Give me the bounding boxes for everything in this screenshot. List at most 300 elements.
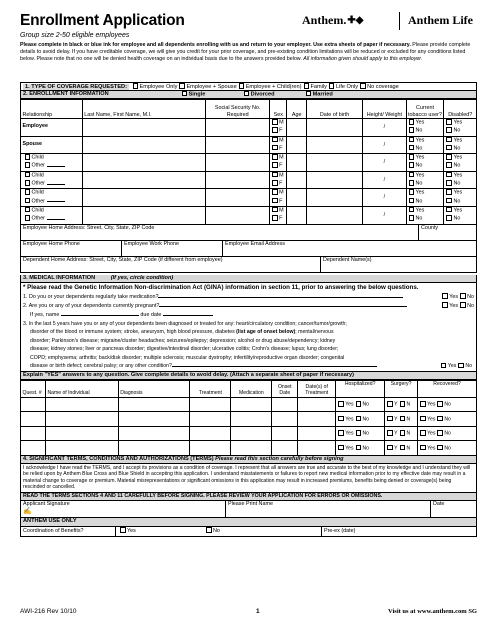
hosp-yes-checkbox[interactable] [338, 430, 344, 436]
sex-m-label: M [279, 119, 284, 126]
other-checkbox[interactable] [25, 162, 31, 168]
other-label: Other [31, 162, 45, 169]
q3-no-label: No [465, 363, 472, 370]
quest-input[interactable] [21, 441, 46, 456]
q3-yes-checkbox[interactable] [441, 363, 447, 369]
relationship-cell [21, 154, 83, 172]
coverage-option-2-checkbox[interactable] [239, 83, 245, 89]
medication-input[interactable] [231, 441, 272, 456]
q3-line-5: COPD; emphysema; arthritis; back/disk disorder; multiple sclerosis; muscular dystrophy; infertility/reproductive organ disorder; congenital [30, 354, 345, 361]
tobacco-no-checkbox[interactable] [409, 145, 415, 151]
height-weight-input[interactable]: / [363, 136, 406, 154]
disabled-cell [444, 189, 477, 207]
disabled-yes-checkbox[interactable] [446, 207, 452, 213]
status-option-2-label: Married [312, 91, 333, 97]
dob-input[interactable] [306, 171, 362, 189]
q3-line-6-text: disease or birth defect; cerebral palsy; or any other condition? [30, 363, 172, 370]
col-treatment-dates: Date(s) of Treatment [298, 380, 336, 397]
q3-no-checkbox[interactable] [458, 363, 464, 369]
recovered-no-label: No [444, 401, 451, 408]
treatment-dates-input[interactable] [298, 412, 336, 427]
col-name: Last Name, First Name, M.I. [82, 100, 205, 119]
quest-input[interactable] [21, 397, 46, 412]
tobacco-yes-checkbox[interactable] [409, 207, 415, 213]
section4-label: 4. SIGNIFICANT TERMS, CONDITIONS AND AUTHORIZATIONS (TERMS) [23, 455, 214, 462]
tobacco-no-checkbox[interactable] [409, 180, 415, 186]
treatment-input[interactable] [190, 412, 231, 427]
dob-input[interactable] [306, 206, 362, 224]
question-2 [21, 302, 476, 311]
surgery-yes-checkbox[interactable] [387, 416, 393, 422]
print-name-field[interactable]: Please Print Name [226, 501, 431, 517]
disabled-yes-checkbox[interactable] [446, 172, 452, 178]
disabled-no-checkbox[interactable] [446, 162, 452, 168]
disabled-yes-label: Yes [453, 119, 463, 126]
disabled-yes-label: Yes [453, 207, 463, 214]
other-label: Other [31, 198, 45, 205]
hosp-no-label: No [362, 445, 370, 451]
sex-f-checkbox[interactable] [272, 127, 278, 133]
individual-input[interactable] [45, 441, 118, 456]
name-input[interactable] [82, 189, 205, 207]
sex-m-checkbox[interactable] [272, 189, 278, 195]
disabled-cell [444, 154, 477, 172]
hosp-no-checkbox[interactable] [356, 401, 362, 407]
sex-m-label: M [279, 172, 284, 179]
child-label: Child [31, 154, 44, 161]
sex-m [270, 119, 286, 127]
q1-no-label: No [467, 293, 474, 300]
ssn-input[interactable] [206, 154, 270, 172]
onset-input[interactable] [272, 412, 298, 427]
county-field[interactable]: County [421, 224, 439, 231]
disabled-cell [444, 171, 477, 189]
child-checkbox[interactable] [25, 154, 31, 160]
sex-m-label: M [279, 137, 284, 144]
sex-m [270, 137, 286, 145]
explain-row [21, 441, 477, 456]
quest-input[interactable] [21, 412, 46, 427]
tobacco-no [407, 145, 444, 153]
instructions-body: Please provide complete details to avoid delay. If you have creditable coverage, we will give you credit for your prior coverage, and pre-existing condition limitations will be reduced or excluded for any conditions listed below. Please note that no one will be denied health coverage on an individual basis due to the answers provided below. [20, 42, 471, 62]
medication-input[interactable] [231, 426, 272, 441]
tobacco-yes-checkbox[interactable] [409, 172, 415, 178]
name-input[interactable] [82, 206, 205, 224]
sex-cell [270, 206, 287, 224]
recovered-yes-checkbox[interactable] [420, 401, 426, 407]
status-option-0-checkbox[interactable] [182, 91, 188, 97]
recovered-yes-checkbox[interactable] [420, 430, 426, 436]
disabled-cell [444, 206, 477, 224]
treatment-dates-input[interactable] [298, 426, 336, 441]
disabled-no [444, 162, 476, 170]
disabled-no [444, 198, 476, 206]
q3-line-2c: ; mental/nervous [295, 329, 334, 336]
recovered-no-checkbox[interactable] [437, 401, 443, 407]
child-label: Child [31, 172, 44, 179]
sex-m-checkbox[interactable] [272, 207, 278, 213]
question-1-text: 1. Do you or your dependents regularly take medication? [23, 293, 159, 300]
disabled-no-label: No [453, 198, 461, 205]
work-phone-field[interactable]: Employee Work Phone [122, 241, 223, 256]
pregnant-name-label: If yes, name [30, 311, 60, 318]
status-option-1-checkbox[interactable] [244, 91, 250, 97]
form-body [20, 82, 477, 537]
height-weight-input[interactable]: / [363, 154, 406, 172]
relationship-cell [21, 171, 83, 189]
coverage-option-3-checkbox[interactable] [304, 83, 310, 89]
coverage-option-4-checkbox[interactable] [329, 83, 335, 89]
name-input[interactable] [82, 136, 205, 154]
anthem-logo: Anthem.✚◆ [302, 13, 364, 27]
q3-line-6 [23, 362, 474, 371]
q2-yes-label: Yes [449, 302, 459, 309]
q2-yes-checkbox[interactable] [442, 302, 448, 308]
sex-m-label: M [279, 189, 284, 196]
other-line[interactable] [47, 201, 65, 202]
section1-label: 1. TYPE OF COVERAGE REQUESTED: [25, 83, 127, 90]
other-checkbox[interactable] [25, 198, 31, 204]
hosp-no-checkbox[interactable] [356, 416, 362, 422]
recovered-cell [418, 426, 477, 441]
surgery-cell [385, 412, 418, 427]
coord-yes-checkbox[interactable] [120, 527, 126, 533]
status-option-2 [304, 91, 366, 98]
email-field[interactable]: Employee Email Address [225, 240, 285, 247]
tobacco-yes-checkbox[interactable] [409, 154, 415, 160]
recovered-no-checkbox[interactable] [437, 416, 443, 422]
child-checkbox[interactable] [25, 172, 31, 178]
ssn-input[interactable] [206, 119, 270, 137]
other-checkbox[interactable] [25, 180, 31, 186]
tobacco-yes-label: Yes [415, 137, 425, 144]
sex-m-checkbox[interactable] [272, 137, 278, 143]
diagnosis-input[interactable] [118, 441, 190, 456]
q1-no-checkbox[interactable] [460, 293, 466, 299]
child-label: Child [31, 207, 44, 214]
child-checkbox[interactable] [25, 189, 31, 195]
recovered-no-checkbox[interactable] [437, 445, 443, 451]
sex-f [270, 215, 286, 223]
recovered-yes-checkbox[interactable] [420, 445, 426, 451]
relationship-cell [21, 206, 83, 224]
child-checkbox[interactable] [25, 207, 31, 213]
hosp-no-label: No [362, 430, 370, 437]
relationship-cell [21, 119, 83, 137]
col-sex: Sex [270, 100, 287, 119]
date-field[interactable]: Date [433, 501, 445, 507]
disabled-yes [444, 137, 476, 145]
disabled-no [444, 215, 476, 223]
sex-m-label: M [279, 154, 284, 161]
page-footer [20, 608, 477, 618]
surgery-yes-checkbox[interactable] [387, 401, 393, 407]
treatment-input[interactable] [190, 426, 231, 441]
sex-cell [270, 136, 287, 154]
surgery-no-label: N [406, 430, 411, 437]
disabled-no-checkbox[interactable] [446, 198, 452, 204]
recovered-cell [418, 441, 477, 456]
hospitalized-cell [336, 397, 385, 412]
col-dob: Date of birth [306, 100, 362, 119]
sex-f-checkbox[interactable] [272, 180, 278, 186]
surgery-cell [385, 441, 418, 456]
age-input[interactable] [287, 136, 306, 154]
hospitalized-cell [336, 441, 385, 456]
treatment-input[interactable] [190, 397, 231, 412]
anthem-life-logo: Anthem Life [408, 13, 473, 27]
other-line[interactable] [47, 219, 65, 220]
disabled-no-checkbox[interactable] [446, 127, 452, 133]
sex-cell [270, 154, 287, 172]
ssn-input[interactable] [206, 189, 270, 207]
col-treatment: Treatment [190, 380, 231, 397]
tobacco-yes-checkbox[interactable] [409, 137, 415, 143]
tobacco-no-checkbox[interactable] [409, 127, 415, 133]
q3-line-2b: (list age of onset below) [236, 329, 296, 336]
diagnosis-input[interactable] [118, 397, 190, 412]
relationship-child [23, 207, 81, 215]
anthem-use-row [20, 527, 477, 537]
age-input[interactable] [287, 154, 306, 172]
other-checkbox[interactable] [25, 215, 31, 221]
hosp-yes-checkbox[interactable] [338, 401, 344, 407]
ssn-input[interactable] [206, 136, 270, 154]
tobacco-yes [407, 207, 444, 215]
name-input[interactable] [82, 119, 205, 137]
height-weight-input[interactable]: / [363, 171, 406, 189]
sex-f-label: F [279, 198, 283, 205]
sex-f [270, 145, 286, 153]
individual-input[interactable] [45, 426, 118, 441]
tobacco-yes-label: Yes [415, 207, 425, 214]
status-option-0-label: Single [188, 91, 206, 97]
recovered-cell [418, 412, 477, 427]
q3-line-2a: disorder of the blood or immune system; stroke, aneurysm, high blood pressure, diabetes [30, 329, 237, 336]
tobacco-no-label: No [415, 198, 423, 205]
relationship-other [23, 162, 81, 170]
disabled-no-checkbox[interactable] [446, 180, 452, 186]
relationship-cell [21, 189, 83, 207]
coverage-option-1-label: Employee + Spouse [186, 83, 237, 90]
disabled-no-checkbox[interactable] [446, 215, 452, 221]
tobacco-yes [407, 137, 444, 145]
medication-input[interactable] [231, 397, 272, 412]
recovered-no-checkbox[interactable] [437, 430, 443, 436]
height-weight-input[interactable]: / [363, 206, 406, 224]
tobacco-no-checkbox[interactable] [409, 162, 415, 168]
sex-f-label: F [279, 162, 283, 169]
height-weight-input[interactable]: / [363, 119, 406, 137]
disabled-yes-checkbox[interactable] [446, 137, 452, 143]
section-coverage-type [20, 82, 477, 91]
treatment-input[interactable] [190, 441, 231, 456]
coverage-option-0-checkbox[interactable] [133, 83, 139, 89]
disabled-no-label: No [453, 180, 461, 187]
pregnant-name-line[interactable] [61, 315, 139, 316]
dob-input[interactable] [306, 154, 362, 172]
q2-no-label: No [467, 302, 474, 309]
surgery-cell [385, 426, 418, 441]
other-label: Other [31, 180, 45, 187]
col-relationship: Relationship [21, 100, 83, 119]
medication-input[interactable] [231, 412, 272, 427]
disabled-cell [444, 119, 477, 137]
individual-input[interactable] [45, 412, 118, 427]
recovered-no-label: No [444, 430, 451, 437]
signature-field[interactable] [21, 501, 226, 517]
disabled-yes [444, 119, 476, 127]
coverage-option-2-label: Employee + Child(ren) [245, 83, 302, 90]
sex-m-checkbox[interactable] [272, 154, 278, 160]
diagnosis-input[interactable] [118, 412, 190, 427]
disabled-yes-label: Yes [453, 172, 463, 179]
surgery-no-checkbox[interactable] [400, 445, 406, 451]
relationship-other [23, 215, 81, 223]
ssn-input[interactable] [206, 171, 270, 189]
sex-f [270, 180, 286, 188]
coord-no-checkbox[interactable] [206, 527, 212, 533]
hosp-no-checkbox[interactable] [356, 430, 362, 436]
tobacco-no-label: No [415, 180, 423, 187]
disabled-no-checkbox[interactable] [446, 145, 452, 151]
sex-m-checkbox[interactable] [272, 119, 278, 125]
q1-yes-checkbox[interactable] [442, 293, 448, 299]
age-input[interactable] [287, 119, 306, 137]
coverage-option-1-checkbox[interactable] [179, 83, 185, 89]
due-date-line[interactable] [163, 315, 213, 316]
surgery-yes-checkbox[interactable] [387, 445, 393, 451]
home-phone-field[interactable]: Employee Home Phone [21, 241, 122, 256]
terms-text: I acknowledge I have read the TERMS, and I accept its provisions as a condition of coverage. I represent that all answers are true and accurate to the best of my knowledge and I understand they will be relied upon by Anthem Blue Cross and Blue Shield in accepting this application. I understand misstatements or failures to report new medical information prior to my effective date may result in a material change to coverage or premium. Material misrepresentations or significant omissions in this application may result in increased premiums, benefits being denied or coverage(s) being rescinded or cancelled. [20, 464, 477, 492]
disabled-no [444, 127, 476, 135]
due-date-label: due date [140, 311, 162, 318]
home-address-field[interactable]: Employee Home Address: Street, City, State, ZIP Code [21, 225, 419, 240]
enrollment-row [21, 189, 477, 207]
status-option-2-checkbox[interactable] [306, 91, 312, 97]
medical-questions [20, 283, 477, 371]
dependent-names-field[interactable]: Dependent Name(s) [323, 256, 372, 263]
dependent-address-field[interactable]: Dependent Home Address: Street, City, State, ZIP Code (if different from employee) [21, 257, 321, 272]
section-medical-info [20, 275, 477, 284]
ssn-input[interactable] [206, 206, 270, 224]
onset-input[interactable] [272, 426, 298, 441]
hosp-yes-checkbox[interactable] [338, 416, 344, 422]
form-id: AWI-216 Rev 10/10 [20, 608, 77, 615]
preex-field[interactable]: Pre-ex (date) [324, 527, 356, 534]
disabled-yes [444, 154, 476, 162]
sex-f-checkbox[interactable] [272, 198, 278, 204]
tobacco-yes-checkbox[interactable] [409, 189, 415, 195]
enrollment-row [21, 206, 477, 224]
sex-f-label: F [279, 127, 283, 134]
tobacco-no-label: No [415, 215, 423, 222]
surgery-no-checkbox[interactable] [400, 401, 406, 407]
dob-input[interactable] [306, 136, 362, 154]
name-input[interactable] [82, 154, 205, 172]
dob-input[interactable] [306, 119, 362, 137]
treatment-dates-input[interactable] [298, 397, 336, 412]
disabled-no [444, 145, 476, 153]
surgery-no-checkbox[interactable] [400, 416, 406, 422]
sex-f-checkbox[interactable] [272, 162, 278, 168]
tobacco-no-label: No [415, 127, 423, 134]
age-input[interactable] [287, 206, 306, 224]
treatment-dates-input[interactable] [298, 441, 336, 456]
relationship-other [23, 198, 81, 206]
disabled-no-label: No [453, 145, 461, 152]
surgery-yes-checkbox[interactable] [387, 430, 393, 436]
quest-input[interactable] [21, 426, 46, 441]
hosp-yes-label: Yes [345, 445, 354, 451]
tobacco-cell [406, 119, 444, 137]
other-label: Other [31, 215, 45, 222]
explain-table [20, 380, 477, 456]
status-option-1-label: Divorced [250, 91, 275, 97]
question-1-answer [440, 293, 474, 302]
col-disabled: Disabled? [444, 100, 477, 119]
disabled-yes-checkbox[interactable] [446, 154, 452, 160]
sex-f-label: F [279, 145, 283, 152]
surgery-yes-label: Y [394, 416, 398, 422]
tobacco-yes-checkbox[interactable] [409, 119, 415, 125]
onset-input[interactable] [272, 441, 298, 456]
disabled-yes-checkbox[interactable] [446, 119, 452, 125]
q2-no-checkbox[interactable] [460, 302, 466, 308]
surgery-no-checkbox[interactable] [400, 430, 406, 436]
coverage-option-5-checkbox[interactable] [360, 83, 366, 89]
disabled-yes-checkbox[interactable] [446, 189, 452, 195]
coverage-options [131, 84, 399, 90]
enrollment-table [20, 99, 477, 225]
q1-yes-label: Yes [449, 293, 459, 300]
tobacco-no-checkbox[interactable] [409, 198, 415, 204]
sex-f-checkbox[interactable] [272, 145, 278, 151]
col-individual: Name of Individual [45, 380, 118, 397]
instructions-bold: Please complete in black or blue ink for employee and all dependents enrolling with us and return to your employer. Use extra sheets of paper if necessary. [20, 42, 411, 48]
relationship-cell [21, 136, 83, 154]
other-line[interactable] [47, 166, 65, 167]
recovered-yes-label: Yes [427, 401, 436, 408]
question-2-text: 2. Are you or any of your dependents currently pregnant? [23, 302, 160, 309]
tobacco-no-checkbox[interactable] [409, 215, 415, 221]
individual-input[interactable] [45, 397, 118, 412]
pregnancy-details [21, 311, 476, 320]
sex-f-checkbox[interactable] [272, 215, 278, 221]
name-input[interactable] [82, 171, 205, 189]
age-input[interactable] [287, 189, 306, 207]
tobacco-yes [407, 154, 444, 162]
enrollment-header-row [21, 100, 477, 119]
surgery-cell [385, 397, 418, 412]
sex-m-checkbox[interactable] [272, 172, 278, 178]
hosp-no-checkbox[interactable] [356, 445, 362, 451]
diagnosis-input[interactable] [118, 426, 190, 441]
col-age: Age [287, 100, 306, 119]
explain-row [21, 397, 477, 412]
onset-input[interactable] [272, 397, 298, 412]
age-input[interactable] [287, 171, 306, 189]
surgery-yes-label: Y [394, 445, 398, 451]
coord-no-option [202, 527, 322, 536]
dob-input[interactable] [306, 189, 362, 207]
enrollment-row [21, 171, 477, 189]
hosp-yes-checkbox[interactable] [338, 445, 344, 451]
recovered-yes-checkbox[interactable] [420, 416, 426, 422]
enrollment-row [21, 154, 477, 172]
other-line[interactable] [47, 184, 65, 185]
height-weight-input[interactable]: / [363, 189, 406, 207]
